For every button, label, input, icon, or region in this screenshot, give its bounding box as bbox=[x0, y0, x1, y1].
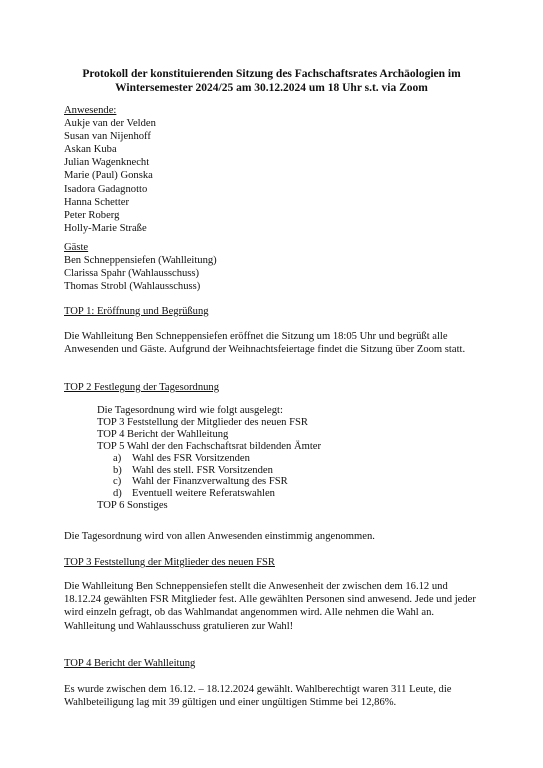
attendee: Peter Roberg bbox=[64, 209, 120, 221]
guests-heading: Gäste bbox=[64, 242, 89, 253]
attendee: Susan van Nijenhoff bbox=[64, 131, 151, 143]
top3-text: Die Wahlleitung Ben Schneppensiefen stellt die Anwesenheit der zwischen dem 16.12 und 18.12.24 gewählten FSR Mitglieder fest. Alle gewählten Personen sind anwesend. Jede und jeder wird einzeln gefragt, ob das Wahlmandat angenommen wird. Alle nehmen die Wahl an. Wahlleitung und Wahlausschuss gratulieren zur Wahl! bbox=[64, 581, 476, 632]
attendee: Marie (Paul) Gonska bbox=[64, 170, 153, 182]
top4-heading: TOP 4 Bericht der Wahlleitung bbox=[64, 658, 196, 669]
subitem-text: Wahl des FSR Vorsitzenden bbox=[132, 452, 250, 464]
guests-section bbox=[64, 241, 217, 293]
attendee: Aukje van der Velden bbox=[64, 118, 156, 130]
title-line-2: Wintersemester 2024/25 am 30.12.2024 um 18 Uhr s.t. via Zoom bbox=[115, 82, 428, 94]
top4-text: Es wurde zwischen dem 16.12. – 18.12.2024 gewählt. Wahlberechtigt waren 311 Leute, die Wahlbeteiligung lag mit 39 gültigen und einer ungültigen Stimme bei 12,86%. bbox=[64, 684, 452, 709]
agenda-item: TOP 3 Feststellung der Mitglieder des neuen FSR bbox=[97, 416, 308, 428]
top3-heading: TOP 3 Feststellung der Mitglieder des neuen FSR bbox=[64, 557, 275, 568]
document-title bbox=[60, 67, 483, 95]
top2-conclusion: Die Tagesordnung wird von allen Anwesenden einstimmig angenommen. bbox=[64, 531, 375, 542]
title-line-1: Protokoll der konstituierenden Sitzung des Fachschaftsrates Archäologien im bbox=[82, 68, 461, 80]
subitem-text: Eventuell weitere Referatswahlen bbox=[132, 488, 275, 500]
attendee: Julian Wagenknecht bbox=[64, 157, 150, 169]
subitem-text: Wahl der Finanzverwaltung des FSR bbox=[132, 476, 288, 488]
agenda-subitem bbox=[97, 488, 321, 500]
attendee: Askan Kuba bbox=[64, 144, 117, 156]
guest: Clarissa Spahr (Wahlausschuss) bbox=[64, 268, 200, 280]
subitem-marker: c) bbox=[113, 476, 122, 488]
subitem-marker: a) bbox=[113, 452, 122, 464]
attendee: Hanna Schetter bbox=[64, 196, 130, 208]
top1-heading: TOP 1: Eröffnung und Begrüßung bbox=[64, 306, 209, 317]
agenda-item: TOP 4 Bericht der Wahlleitung bbox=[97, 428, 229, 440]
agenda-intro: Die Tagesordnung wird wie folgt ausgelegt: bbox=[97, 405, 283, 416]
agenda-item: TOP 5 Wahl der den Fachschaftsrat bildenden Ämter bbox=[97, 440, 322, 452]
agenda-list bbox=[97, 405, 321, 512]
attendee: Holly-Marie Straße bbox=[64, 222, 147, 234]
subitem-marker: d) bbox=[113, 488, 122, 500]
guest: Thomas Strobl (Wahlausschuss) bbox=[64, 281, 201, 293]
subitem-marker: b) bbox=[113, 464, 122, 476]
agenda-subitem bbox=[97, 476, 321, 488]
top1-text: Die Wahlleitung Ben Schneppensiefen eröffnet die Sitzung um 18:05 Uhr und begrüßt alle Anwesenden und Gäste. Aufgrund der Weihnachtsfeiertage findet die Sitzung über Zoom statt. bbox=[64, 331, 466, 356]
attendee: Isadora Gadagnotto bbox=[64, 183, 148, 195]
guest: Ben Schneppensiefen (Wahlleitung) bbox=[64, 255, 217, 267]
attendees-section bbox=[64, 104, 156, 235]
subitem-text: Wahl des stell. FSR Vorsitzenden bbox=[132, 464, 273, 476]
agenda-subitem bbox=[97, 453, 321, 465]
agenda-subitem bbox=[97, 465, 321, 477]
top2-heading: TOP 2 Festlegung der Tagesordnung bbox=[64, 382, 220, 393]
agenda-item: TOP 6 Sonstiges bbox=[97, 500, 168, 512]
attendees-heading: Anwesende: bbox=[64, 105, 117, 116]
